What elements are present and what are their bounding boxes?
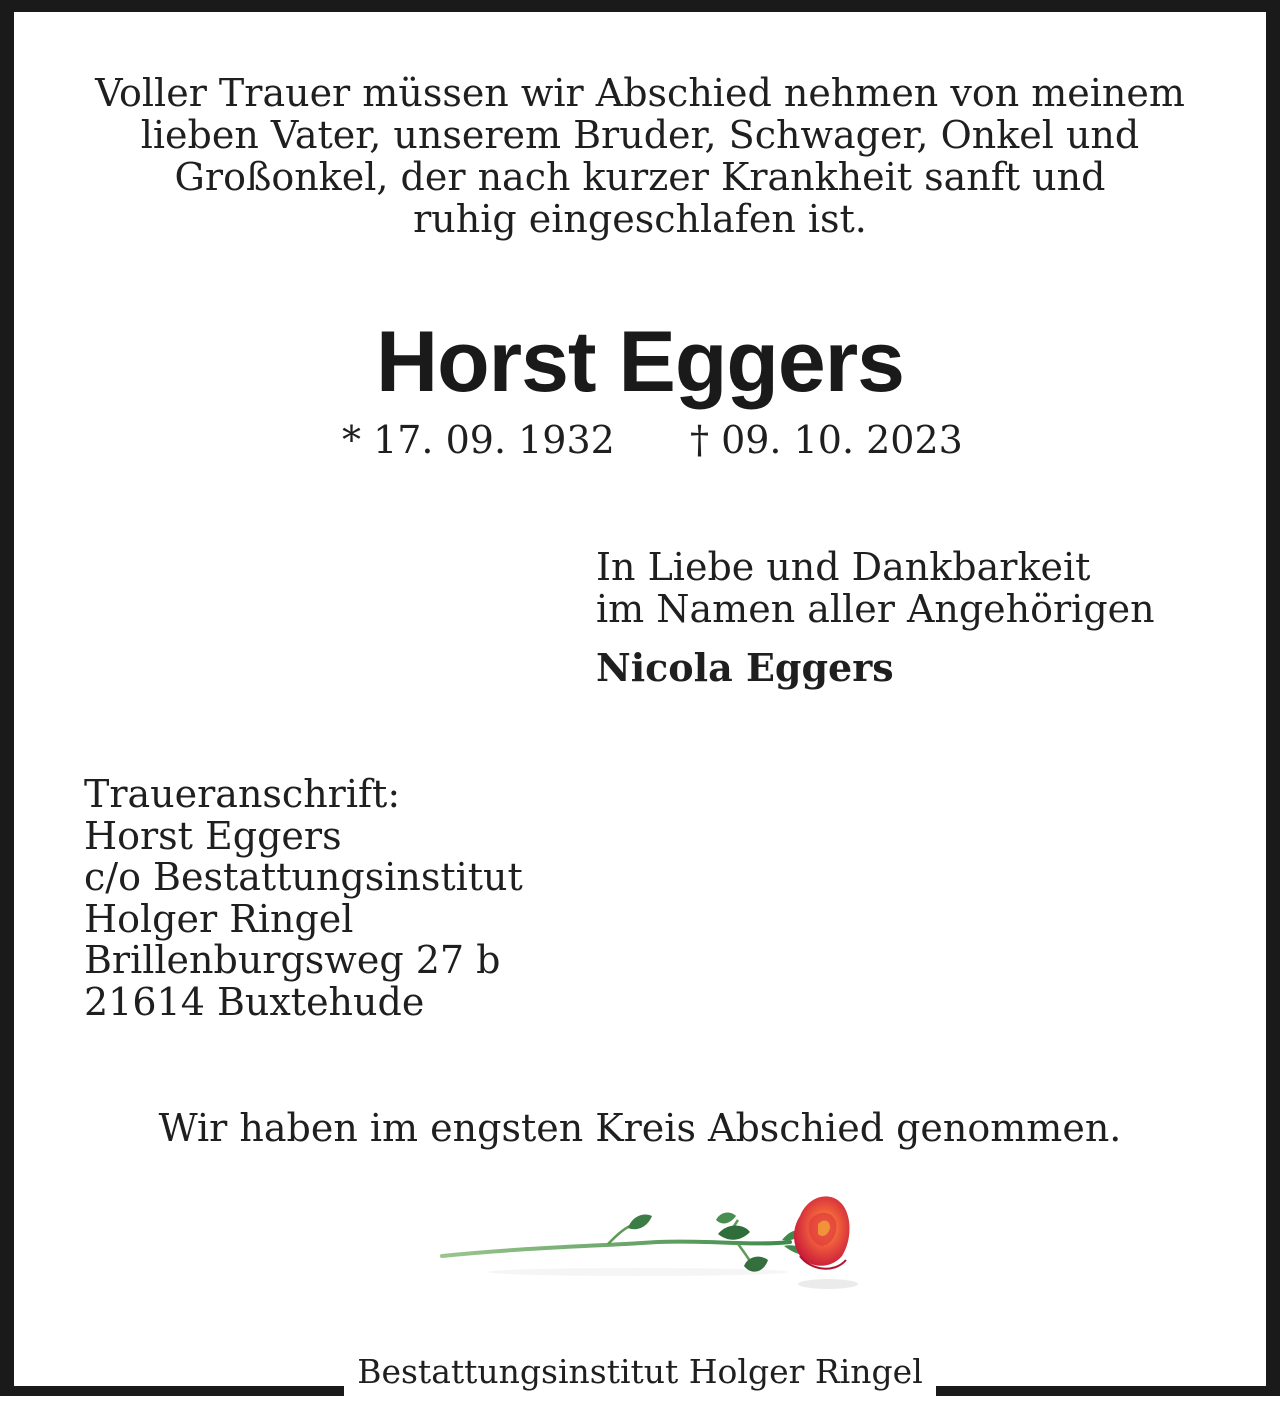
intro-line: Großonkel, der nach kurzer Krankheit sanft und <box>174 155 1106 199</box>
address-line: Traueranschrift: <box>84 772 401 816</box>
address-line: Holger Ringel <box>84 896 354 941</box>
farewell-text: Wir haben im engsten Kreis Abschied genommen. <box>158 1106 1122 1150</box>
frame-bottom-border-left <box>0 1386 344 1396</box>
funeral-home-footer: Bestattungsinstitut Holger Ringel <box>357 1352 923 1391</box>
intro-line: lieben Vater, unserem Bruder, Schwager, Onkel und <box>140 113 1140 157</box>
death-date: † 09. 10. 2023 <box>690 418 963 462</box>
birth-date: * 17. 09. 1932 <box>342 418 615 462</box>
frame-bottom-border-right <box>936 1386 1280 1396</box>
signatory-name: Nicola Eggers <box>596 645 894 690</box>
rose-icon <box>438 1186 858 1298</box>
mourning-address <box>84 774 523 1023</box>
deceased-name: Horst Eggers <box>375 314 905 410</box>
address-line: c/o Bestattungsinstitut <box>84 855 523 899</box>
closing-line: im Namen aller Angehörigen <box>596 587 1155 631</box>
life-dates <box>0 418 1280 462</box>
intro-line: ruhig eingeschlafen ist. <box>413 197 867 241</box>
closing-text <box>596 546 1155 630</box>
intro-line: Voller Trauer müssen wir Abschied nehmen von meinem <box>95 71 1185 115</box>
address-line: 21614 Buxtehude <box>84 979 425 1024</box>
frame-top-border <box>0 0 1280 12</box>
frame-right-border <box>1266 0 1280 1396</box>
address-line: Horst Eggers <box>84 813 342 858</box>
closing-line: In Liebe und Dankbarkeit <box>596 545 1091 589</box>
intro-text <box>40 72 1240 240</box>
address-line: Brillenburgsweg 27 b <box>84 938 501 982</box>
frame-left-border <box>0 0 14 1396</box>
